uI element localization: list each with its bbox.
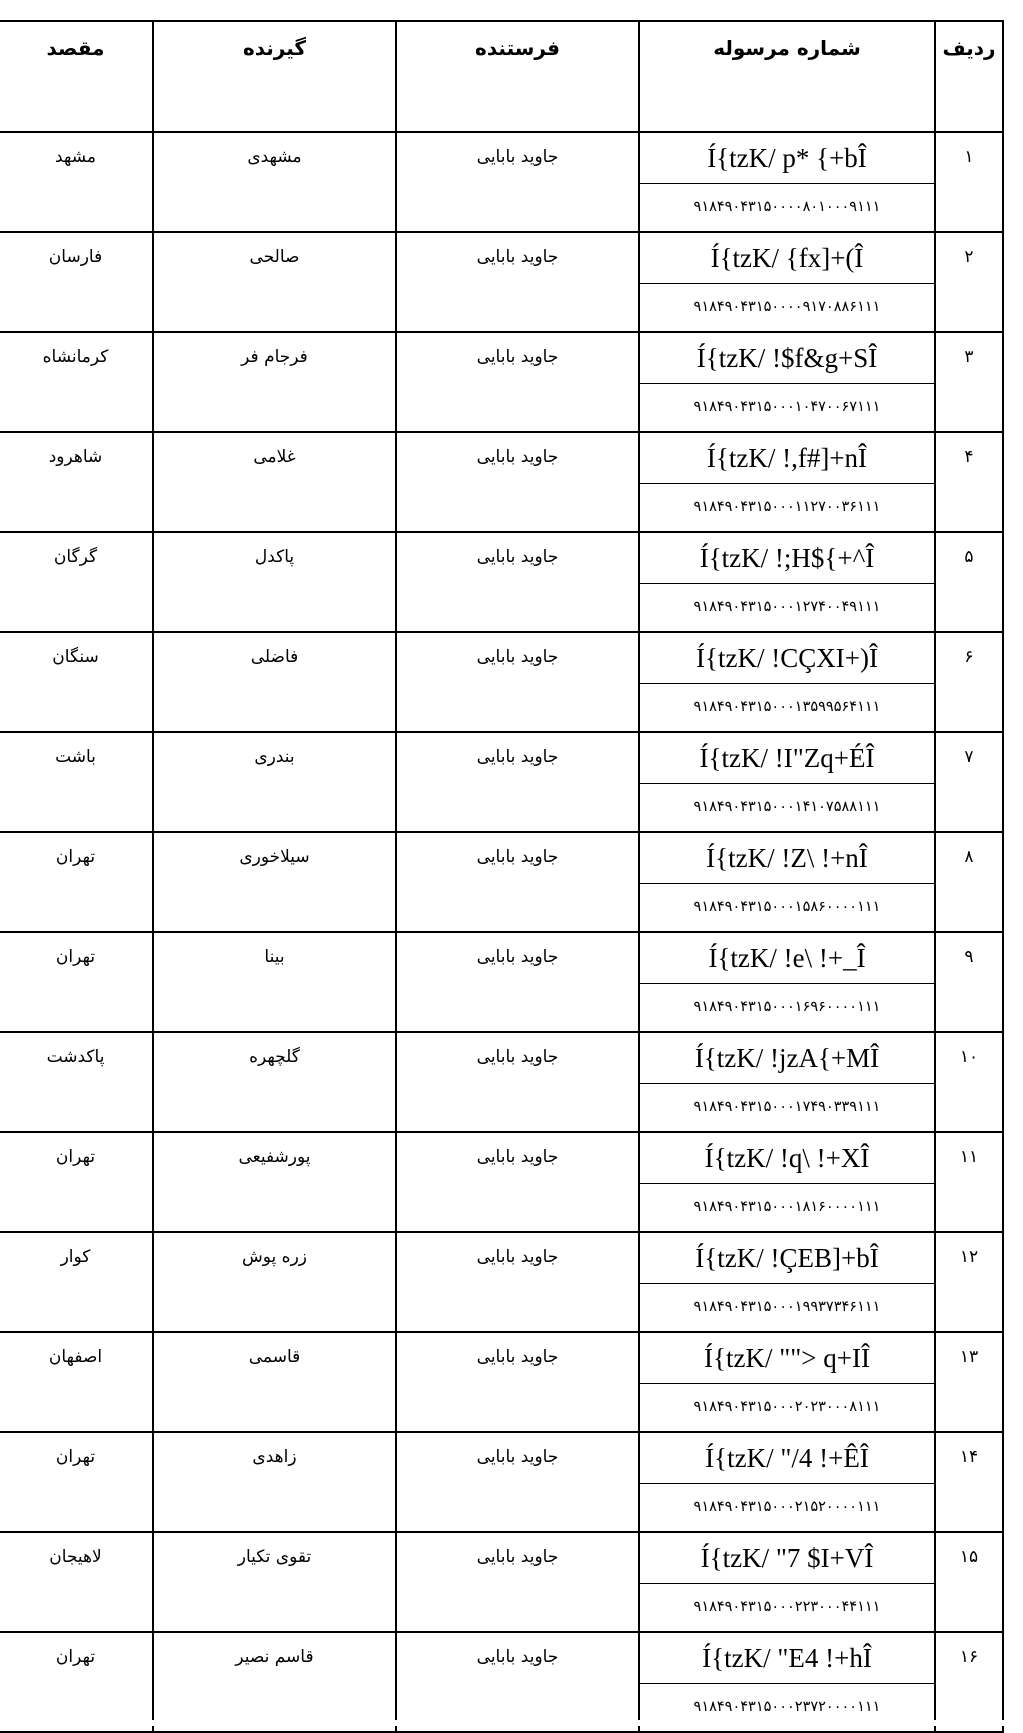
tracking-number: ۹۱۸۴۹۰۴۳۱۵۰۰۰۱۹۹۳۷۳۴۶۱۱۱: [693, 1299, 881, 1315]
header-row-number: ردیف: [935, 21, 1003, 132]
sender-cell: جاوید بابایی: [396, 532, 639, 632]
tracking-number: ۹۱۸۴۹۰۴۳۱۵۰۰۰۰۸۰۱۰۰۰۹۱۱۱: [693, 199, 881, 215]
sender-cell: جاوید بابایی: [396, 1332, 639, 1432]
table-row: [0, 1032, 1003, 1132]
shipment-table: [0, 20, 1004, 1733]
tracking-barcode-text: Í{tzK/ "E4 !+hÎ: [640, 1633, 934, 1684]
table-row: [0, 332, 1003, 432]
sender-cell: جاوید بابایی: [396, 132, 639, 232]
tracking-barcode-text: Í{tzK/ !;H${+^Î: [640, 533, 934, 584]
destination-cell: مشهد: [0, 132, 153, 232]
header-destination: مقصد: [0, 21, 153, 132]
table-row: [0, 1532, 1003, 1632]
table-row: [0, 232, 1003, 332]
table-row: [0, 1632, 1003, 1732]
sender-cell: جاوید بابایی: [396, 232, 639, 332]
sender-cell: جاوید بابایی: [396, 832, 639, 932]
receiver-cell: گلچهره: [153, 1032, 396, 1132]
tracking-barcode-text: Í{tzK/ p* {+bÎ: [640, 133, 934, 184]
tracking-number: ۹۱۸۴۹۰۴۳۱۵۰۰۰۲۰۲۳۰۰۰۸۱۱۱: [693, 1399, 881, 1415]
sender-cell: جاوید بابایی: [396, 932, 639, 1032]
row-number-cell: ۹: [935, 932, 1003, 1032]
row-number-cell: ۶: [935, 632, 1003, 732]
sender-cell: جاوید بابایی: [396, 1132, 639, 1232]
receiver-cell: فرجام فر: [153, 332, 396, 432]
tracking-barcode-text: Í{tzK/ !q\ !+XÎ: [640, 1133, 934, 1184]
row-number-cell: ۴: [935, 432, 1003, 532]
page-edge: [0, 1720, 1023, 1726]
tracking-barcode-text: Í{tzK/ !e\ !+_Î: [640, 933, 934, 984]
receiver-cell: زره پوش: [153, 1232, 396, 1332]
table-row: [0, 832, 1003, 932]
tracking-barcode-text: Í{tzK/ "7 $I+VÎ: [640, 1533, 934, 1584]
receiver-cell: تقوی تکیار: [153, 1532, 396, 1632]
tracking-number: ۹۱۸۴۹۰۴۳۱۵۰۰۰۱۳۵۹۹۵۶۴۱۱۱: [693, 699, 881, 715]
table-row: [0, 1232, 1003, 1332]
tracking-barcode-text: Í{tzK/ !CÇXI+)Î: [640, 633, 934, 684]
destination-cell: اصفهان: [0, 1332, 153, 1432]
header-tracking-number: شماره مرسوله: [639, 21, 935, 132]
receiver-cell: صالحی: [153, 232, 396, 332]
table-row: [0, 432, 1003, 532]
destination-cell: تهران: [0, 932, 153, 1032]
sender-cell: جاوید بابایی: [396, 332, 639, 432]
tracking-cell: [639, 432, 935, 532]
sender-cell: جاوید بابایی: [396, 632, 639, 732]
tracking-number: ۹۱۸۴۹۰۴۳۱۵۰۰۰۲۳۷۲۰۰۰۰۱۱۱: [693, 1699, 881, 1715]
tracking-number: ۹۱۸۴۹۰۴۳۱۵۰۰۰۰۹۱۷۰۸۸۶۱۱۱: [693, 299, 881, 315]
tracking-barcode-text: Í{tzK/ !ÇEB]+bÎ: [640, 1233, 934, 1284]
row-number-cell: ۱۶: [935, 1632, 1003, 1732]
destination-cell: تهران: [0, 1632, 153, 1732]
destination-cell: کوار: [0, 1232, 153, 1332]
sender-cell: جاوید بابایی: [396, 1032, 639, 1132]
tracking-number: ۹۱۸۴۹۰۴۳۱۵۰۰۰۱۶۹۶۰۰۰۰۱۱۱: [693, 999, 881, 1015]
table-header-row: [0, 21, 1003, 132]
destination-cell: فارسان: [0, 232, 153, 332]
tracking-cell: [639, 132, 935, 232]
destination-cell: کرمانشاه: [0, 332, 153, 432]
sender-cell: جاوید بابایی: [396, 1232, 639, 1332]
tracking-barcode-text: Í{tzK/ !jzA{+MÎ: [640, 1033, 934, 1084]
row-number-cell: ۱۵: [935, 1532, 1003, 1632]
tracking-barcode-text: Í{tzK/ ""> q+IÎ: [640, 1333, 934, 1384]
receiver-cell: زاهدی: [153, 1432, 396, 1532]
sender-cell: جاوید بابایی: [396, 432, 639, 532]
tracking-cell: [639, 1032, 935, 1132]
table-row: [0, 1332, 1003, 1432]
tracking-cell: [639, 332, 935, 432]
tracking-cell: [639, 932, 935, 1032]
header-receiver: گیرنده: [153, 21, 396, 132]
tracking-number: ۹۱۸۴۹۰۴۳۱۵۰۰۰۱۱۲۷۰۰۳۶۱۱۱: [693, 499, 881, 515]
tracking-cell: [639, 1532, 935, 1632]
row-number-cell: ۱: [935, 132, 1003, 232]
row-number-cell: ۳: [935, 332, 1003, 432]
tracking-number: ۹۱۸۴۹۰۴۳۱۵۰۰۰۱۸۱۶۰۰۰۰۱۱۱: [693, 1199, 881, 1215]
table-row: [0, 1132, 1003, 1232]
tracking-cell: [639, 232, 935, 332]
tracking-number: ۹۱۸۴۹۰۴۳۱۵۰۰۰۱۵۸۶۰۰۰۰۱۱۱: [693, 899, 881, 915]
destination-cell: لاهیجان: [0, 1532, 153, 1632]
row-number-cell: ۵: [935, 532, 1003, 632]
tracking-number: ۹۱۸۴۹۰۴۳۱۵۰۰۰۱۴۱۰۷۵۸۸۱۱۱: [693, 799, 881, 815]
tracking-number: ۹۱۸۴۹۰۴۳۱۵۰۰۰۲۲۳۰۰۰۴۴۱۱۱: [693, 1599, 881, 1615]
sender-cell: جاوید بابایی: [396, 1432, 639, 1532]
receiver-cell: سیلاخوری: [153, 832, 396, 932]
row-number-cell: ۱۴: [935, 1432, 1003, 1532]
destination-cell: باشت: [0, 732, 153, 832]
tracking-barcode-text: Í{tzK/ !I"Zq+ÉÎ: [640, 733, 934, 784]
row-number-cell: ۱۱: [935, 1132, 1003, 1232]
receiver-cell: قاسم نصیر: [153, 1632, 396, 1732]
header-sender: فرستنده: [396, 21, 639, 132]
tracking-cell: [639, 1332, 935, 1432]
tracking-cell: [639, 1232, 935, 1332]
destination-cell: شاهرود: [0, 432, 153, 532]
tracking-cell: [639, 832, 935, 932]
sender-cell: جاوید بابایی: [396, 1532, 639, 1632]
destination-cell: تهران: [0, 1432, 153, 1532]
tracking-barcode-text: Í{tzK/ "/4 !+ÊÎ: [640, 1433, 934, 1484]
table-row: [0, 732, 1003, 832]
table-row: [0, 532, 1003, 632]
tracking-barcode-text: Í{tzK/ !$f&g+SÎ: [640, 333, 934, 384]
tracking-cell: [639, 1432, 935, 1532]
receiver-cell: پاکدل: [153, 532, 396, 632]
tracking-number: ۹۱۸۴۹۰۴۳۱۵۰۰۰۱۷۴۹۰۳۳۹۱۱۱: [693, 1099, 881, 1115]
sender-cell: جاوید بابایی: [396, 732, 639, 832]
destination-cell: تهران: [0, 832, 153, 932]
destination-cell: گرگان: [0, 532, 153, 632]
row-number-cell: ۱۰: [935, 1032, 1003, 1132]
receiver-cell: بندری: [153, 732, 396, 832]
receiver-cell: مشهدی: [153, 132, 396, 232]
tracking-number: ۹۱۸۴۹۰۴۳۱۵۰۰۰۱۰۴۷۰۰۶۷۱۱۱: [693, 399, 881, 415]
row-number-cell: ۱۳: [935, 1332, 1003, 1432]
tracking-cell: [639, 1632, 935, 1732]
destination-cell: سنگان: [0, 632, 153, 732]
table-row: [0, 932, 1003, 1032]
tracking-cell: [639, 532, 935, 632]
receiver-cell: پورشفیعی: [153, 1132, 396, 1232]
tracking-cell: [639, 632, 935, 732]
destination-cell: پاکدشت: [0, 1032, 153, 1132]
receiver-cell: بینا: [153, 932, 396, 1032]
table-row: [0, 132, 1003, 232]
row-number-cell: ۱۲: [935, 1232, 1003, 1332]
row-number-cell: ۷: [935, 732, 1003, 832]
destination-cell: تهران: [0, 1132, 153, 1232]
tracking-barcode-text: Í{tzK/ {fx]+(Î: [640, 233, 934, 284]
table-row: [0, 1432, 1003, 1532]
row-number-cell: ۲: [935, 232, 1003, 332]
receiver-cell: قاسمی: [153, 1332, 396, 1432]
sender-cell: جاوید بابایی: [396, 1632, 639, 1732]
tracking-cell: [639, 1132, 935, 1232]
row-number-cell: ۸: [935, 832, 1003, 932]
tracking-number: ۹۱۸۴۹۰۴۳۱۵۰۰۰۱۲۷۴۰۰۴۹۱۱۱: [693, 599, 881, 615]
table-row: [0, 632, 1003, 732]
tracking-cell: [639, 732, 935, 832]
tracking-barcode-text: Í{tzK/ !Z\ !+nÎ: [640, 833, 934, 884]
tracking-barcode-text: Í{tzK/ !,f#]+nÎ: [640, 433, 934, 484]
tracking-number: ۹۱۸۴۹۰۴۳۱۵۰۰۰۲۱۵۲۰۰۰۰۱۱۱: [693, 1499, 881, 1515]
receiver-cell: فاضلی: [153, 632, 396, 732]
receiver-cell: غلامی: [153, 432, 396, 532]
